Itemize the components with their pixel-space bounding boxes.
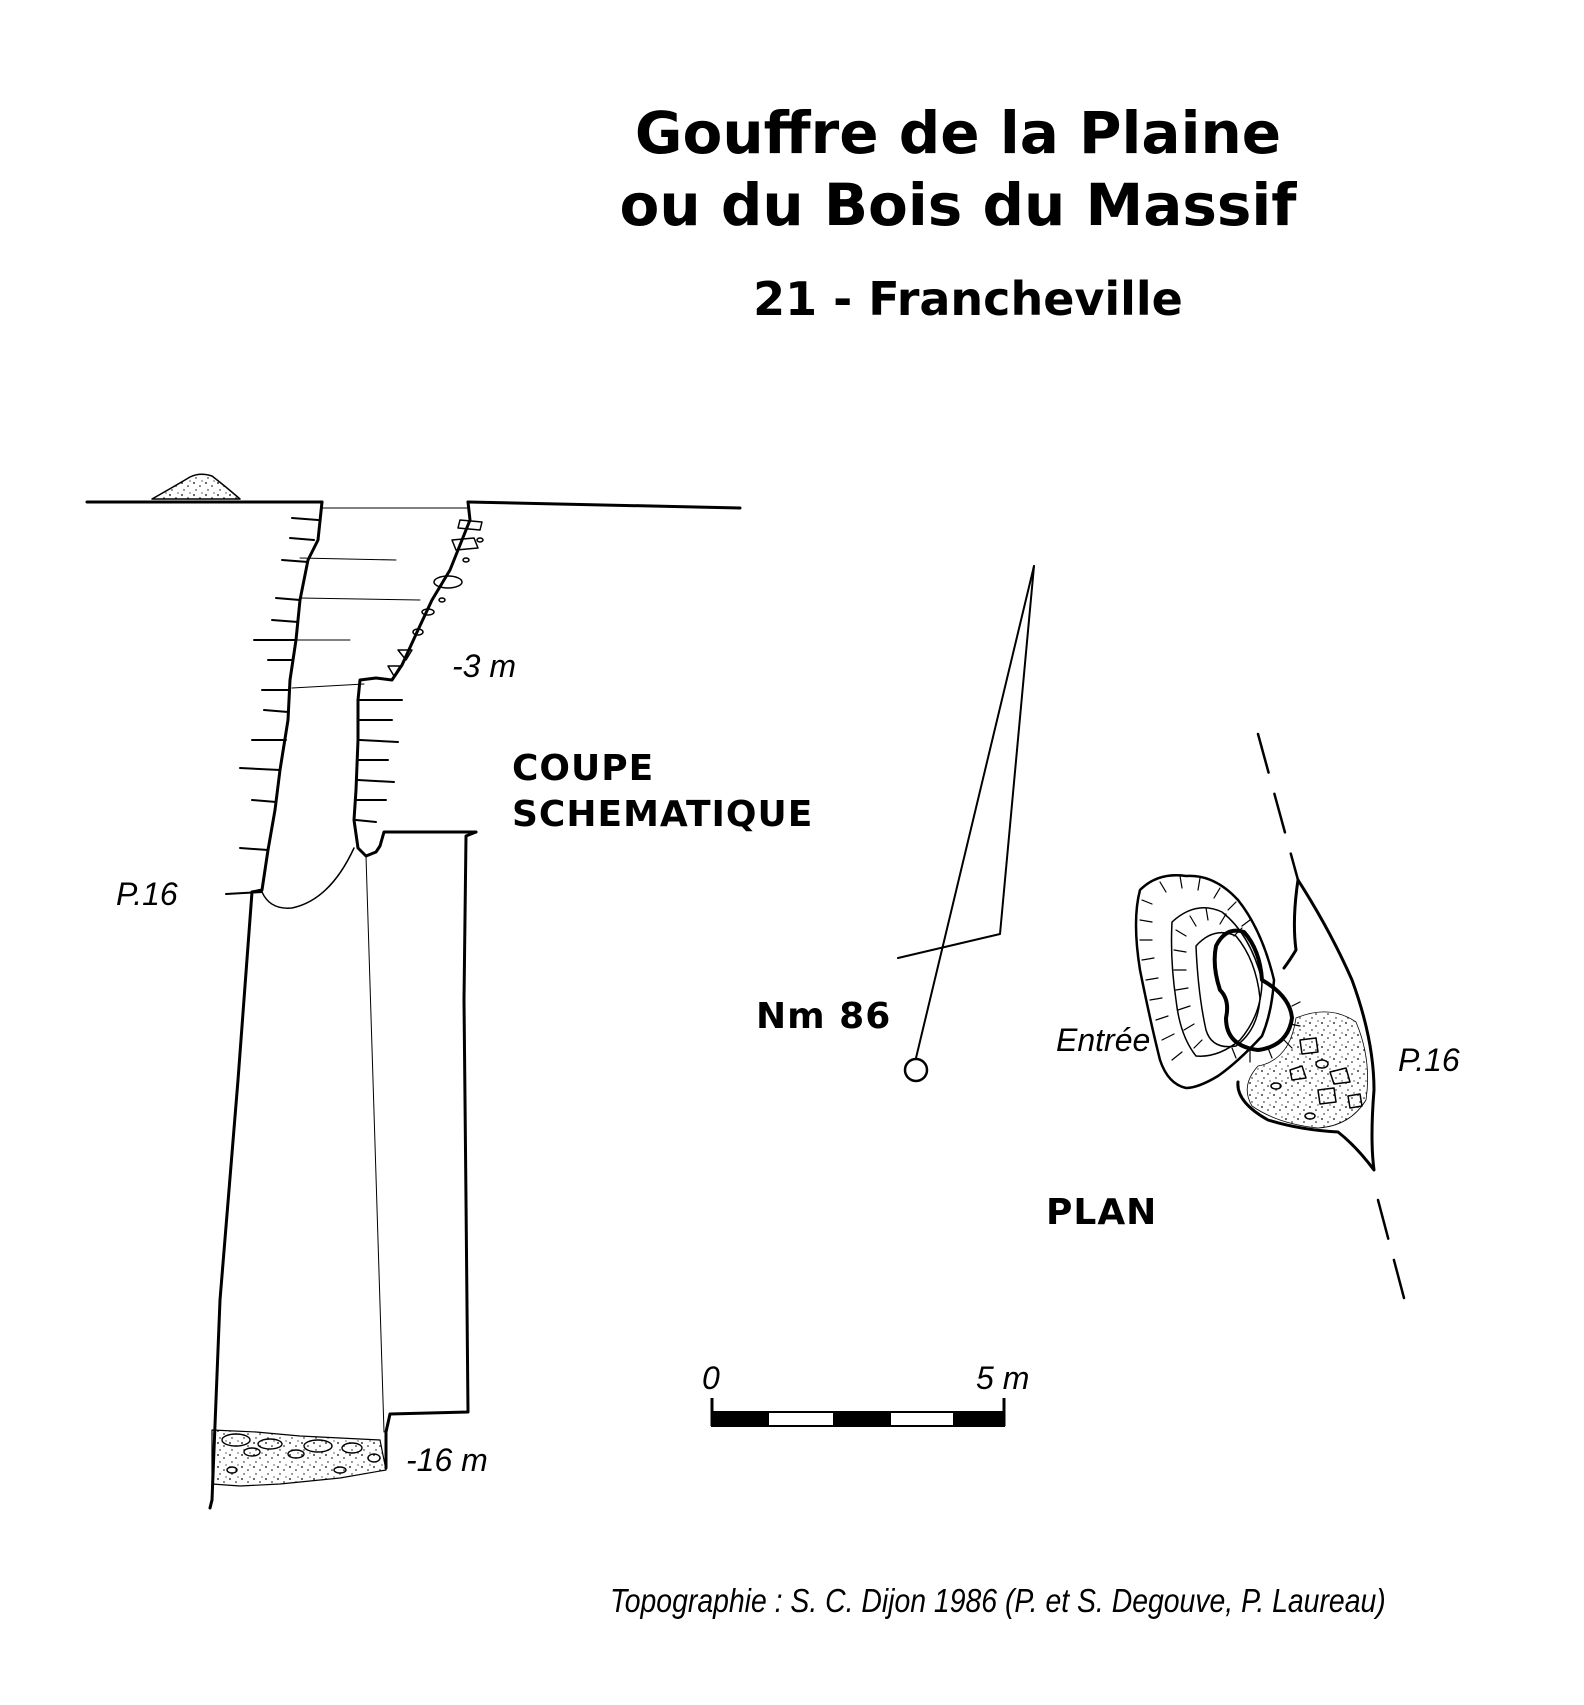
scale-segment-2 — [768, 1412, 834, 1426]
scale-bar — [712, 1398, 1004, 1426]
right-wall-hachures — [356, 700, 402, 822]
scale-segment-3 — [834, 1412, 890, 1426]
scale-segment-1 — [712, 1412, 768, 1426]
north-arrow — [898, 566, 1034, 1081]
depth-label-top: -3 m — [452, 648, 516, 684]
north-arrow-true-line — [916, 566, 1034, 1058]
north-arrow-label: Nm 86 — [756, 996, 892, 1037]
north-arrow-origin-circle — [905, 1059, 927, 1081]
page-title-line2: ou du Bois du Massif — [619, 171, 1297, 239]
scale-end-label: 5 m — [976, 1360, 1030, 1396]
shaft-waist-curve — [262, 848, 354, 908]
scale-start-label: 0 — [702, 1360, 720, 1396]
main-shaft-right-wall — [386, 832, 476, 1468]
page-title-line1: Gouffre de la Plaine — [634, 99, 1282, 167]
north-arrow-magnetic-line — [898, 566, 1034, 958]
plan-title: PLAN — [1046, 1192, 1158, 1233]
drop-line — [366, 856, 384, 1432]
section-title-line1: COUPE — [512, 748, 655, 789]
scale-segment-4 — [890, 1412, 954, 1426]
plan-pit-opening — [1215, 931, 1292, 1050]
plan-entrance-label: Entrée — [1056, 1022, 1151, 1058]
plan-contour-hachures — [1140, 876, 1300, 1062]
plan-view — [1136, 734, 1404, 1298]
depth-label-bottom: -16 m — [406, 1442, 488, 1478]
section-title-line2: SCHEMATIQUE — [512, 794, 814, 835]
ground-surface-line — [87, 502, 740, 508]
spoil-mound — [152, 474, 240, 499]
main-shaft-left-wall — [212, 892, 252, 1500]
page-subtitle: 21 - Francheville — [753, 272, 1183, 326]
main-shaft-bottom-left — [210, 1500, 212, 1508]
scale-segment-5 — [954, 1412, 1004, 1426]
section-pitch-label: P.16 — [116, 876, 178, 912]
survey-credit: Topographie : S. C. Dijon 1986 (P. et S. Degouve, P. Laureau) — [610, 1582, 1386, 1619]
plan-pitch-label: P.16 — [1398, 1042, 1460, 1078]
section-view — [87, 474, 740, 1508]
